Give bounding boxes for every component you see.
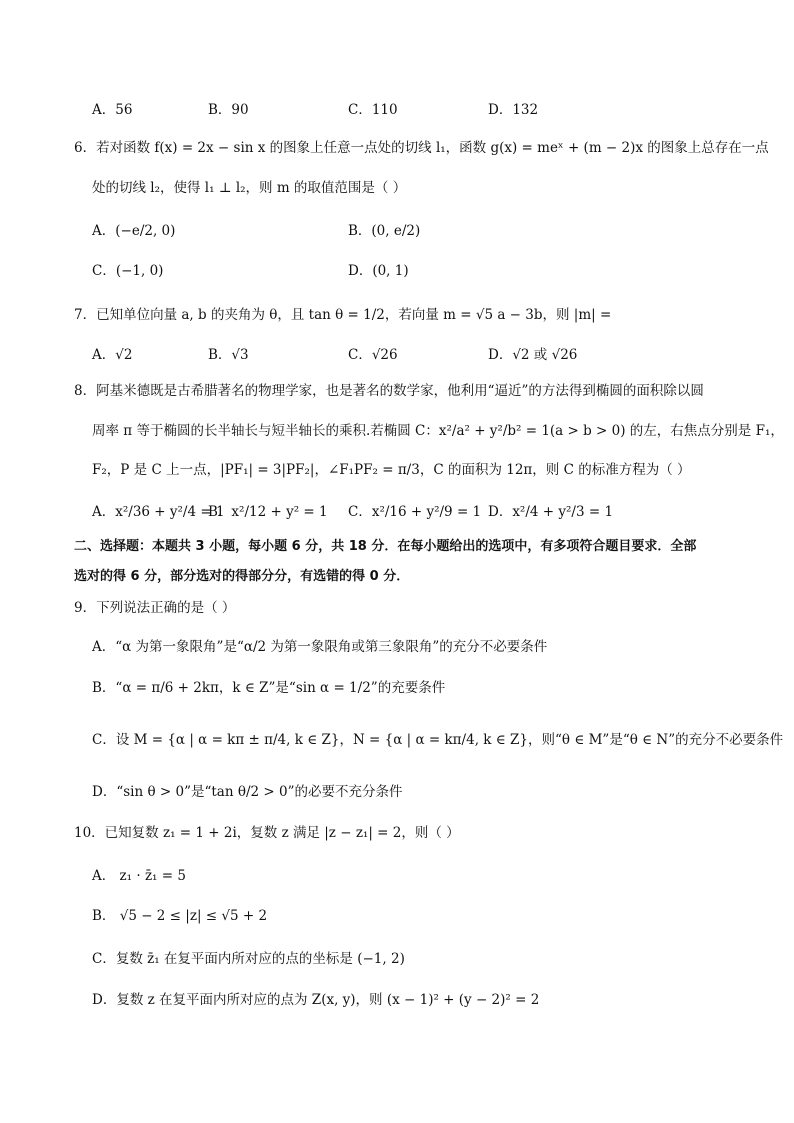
q7-stem: 7．已知单位向量 a, b 的夹角为 θ，且 tan θ = 1/2，若向量 m = √5 a − 3b，则 |m| = <box>74 307 612 323</box>
q5-option-c: C．110 <box>348 102 398 118</box>
q8-stem-line2: 周率 π 等于椭圆的长半轴长与短半轴长的乘积.若椭圆 C：x²/a² + y²/b² = 1(a > b > 0) 的左，右焦点分别是 F₁， <box>92 423 784 439</box>
q6-option-a: A．(−e/2, 0) <box>92 223 176 239</box>
q6-stem-line2: 处的切线 l₂，使得 l₁ ⊥ l₂，则 m 的取值范围是（ ） <box>92 180 407 196</box>
q10-option-a: A． z₁ · z̄₁ = 5 <box>92 868 186 884</box>
q6-option-c: C．(−1, 0) <box>92 263 164 279</box>
q7-option-d: D．√2 或 √26 <box>488 347 578 363</box>
q8-option-b: B．x²/12 + y² = 1 <box>208 504 328 520</box>
q7-option-c: C．√26 <box>348 347 398 363</box>
q9-option-a: A．“α 为第一象限角”是“α/2 为第一象限角或第三象限角”的充分不必要条件 <box>92 639 548 655</box>
q10-stem: 10．已知复数 z₁ = 1 + 2i，复数 z 满足 |z − z₁| = 2，则（ ） <box>74 825 460 841</box>
q10-option-c: C．复数 z̄₁ 在复平面内所对应的点的坐标是 (−1, 2) <box>92 951 405 967</box>
q8-stem-line1: 8．阿基米德既是古希腊著名的物理学家，也是著名的数学家，他利用“逼近”的方法得到椭圆的面积除以圆 <box>74 383 704 399</box>
q6-stem-line1: 6．若对函数 f(x) = 2x − sin x 的图象上任意一点处的切线 l₁，函数 g(x) = meˣ + (m − 2)x 的图象上总存在一点 <box>74 140 769 156</box>
q9-option-c: C．设 M = {α | α = kπ ± π/4, k ∈ Z}，N = {α | α = kπ/4, k ∈ Z}，则“θ ∈ M”是“θ ∈ N”的充分不必要条件 <box>92 732 784 748</box>
q7-option-b: B．√3 <box>208 347 249 363</box>
q6-option-d: D．(0, 1) <box>348 263 409 279</box>
q6-option-b: B．(0, e/2) <box>348 223 421 239</box>
q9-option-d: D．“sin θ > 0”是“tan θ/2 > 0”的必要不充分条件 <box>92 784 403 800</box>
q8-stem-line3: F₂，P 是 C 上一点，|PF₁| = 3|PF₂|，∠F₁PF₂ = π/3，C 的面积为 12π，则 C 的标准方程为（ ） <box>92 462 691 478</box>
q8-option-a: A．x²/36 + y²/4 = 1 <box>92 504 225 520</box>
q8-option-d: D．x²/4 + y²/3 = 1 <box>488 504 614 520</box>
section2-heading-line2: 选对的得 6 分，部分选对的得部分分，有选错的得 0 分． <box>74 569 410 584</box>
q8-option-c: C．x²/16 + y²/9 = 1 <box>348 504 482 520</box>
q5-option-a: A．56 <box>92 102 133 118</box>
q5-option-d: D．132 <box>488 102 539 118</box>
q5-option-b: B．90 <box>208 102 249 118</box>
q9-stem: 9．下列说法正确的是（ ） <box>74 600 236 616</box>
q9-option-b: B．“α = π/6 + 2kπ，k ∈ Z”是“sin α = 1/2”的充要条件 <box>92 680 446 696</box>
q7-option-a: A．√2 <box>92 347 133 363</box>
q10-option-d: D．复数 z 在复平面内所对应的点为 Z(x, y)，则 (x − 1)² + (y − 2)² = 2 <box>92 992 540 1008</box>
section2-heading-line1: 二、选择题：本题共 3 小题，每小题 6 分，共 18 分．在每小题给出的选项中，有多项符合题目要求．全部 <box>74 539 697 554</box>
q10-option-b: B． √5 − 2 ≤ |z| ≤ √5 + 2 <box>92 908 268 924</box>
